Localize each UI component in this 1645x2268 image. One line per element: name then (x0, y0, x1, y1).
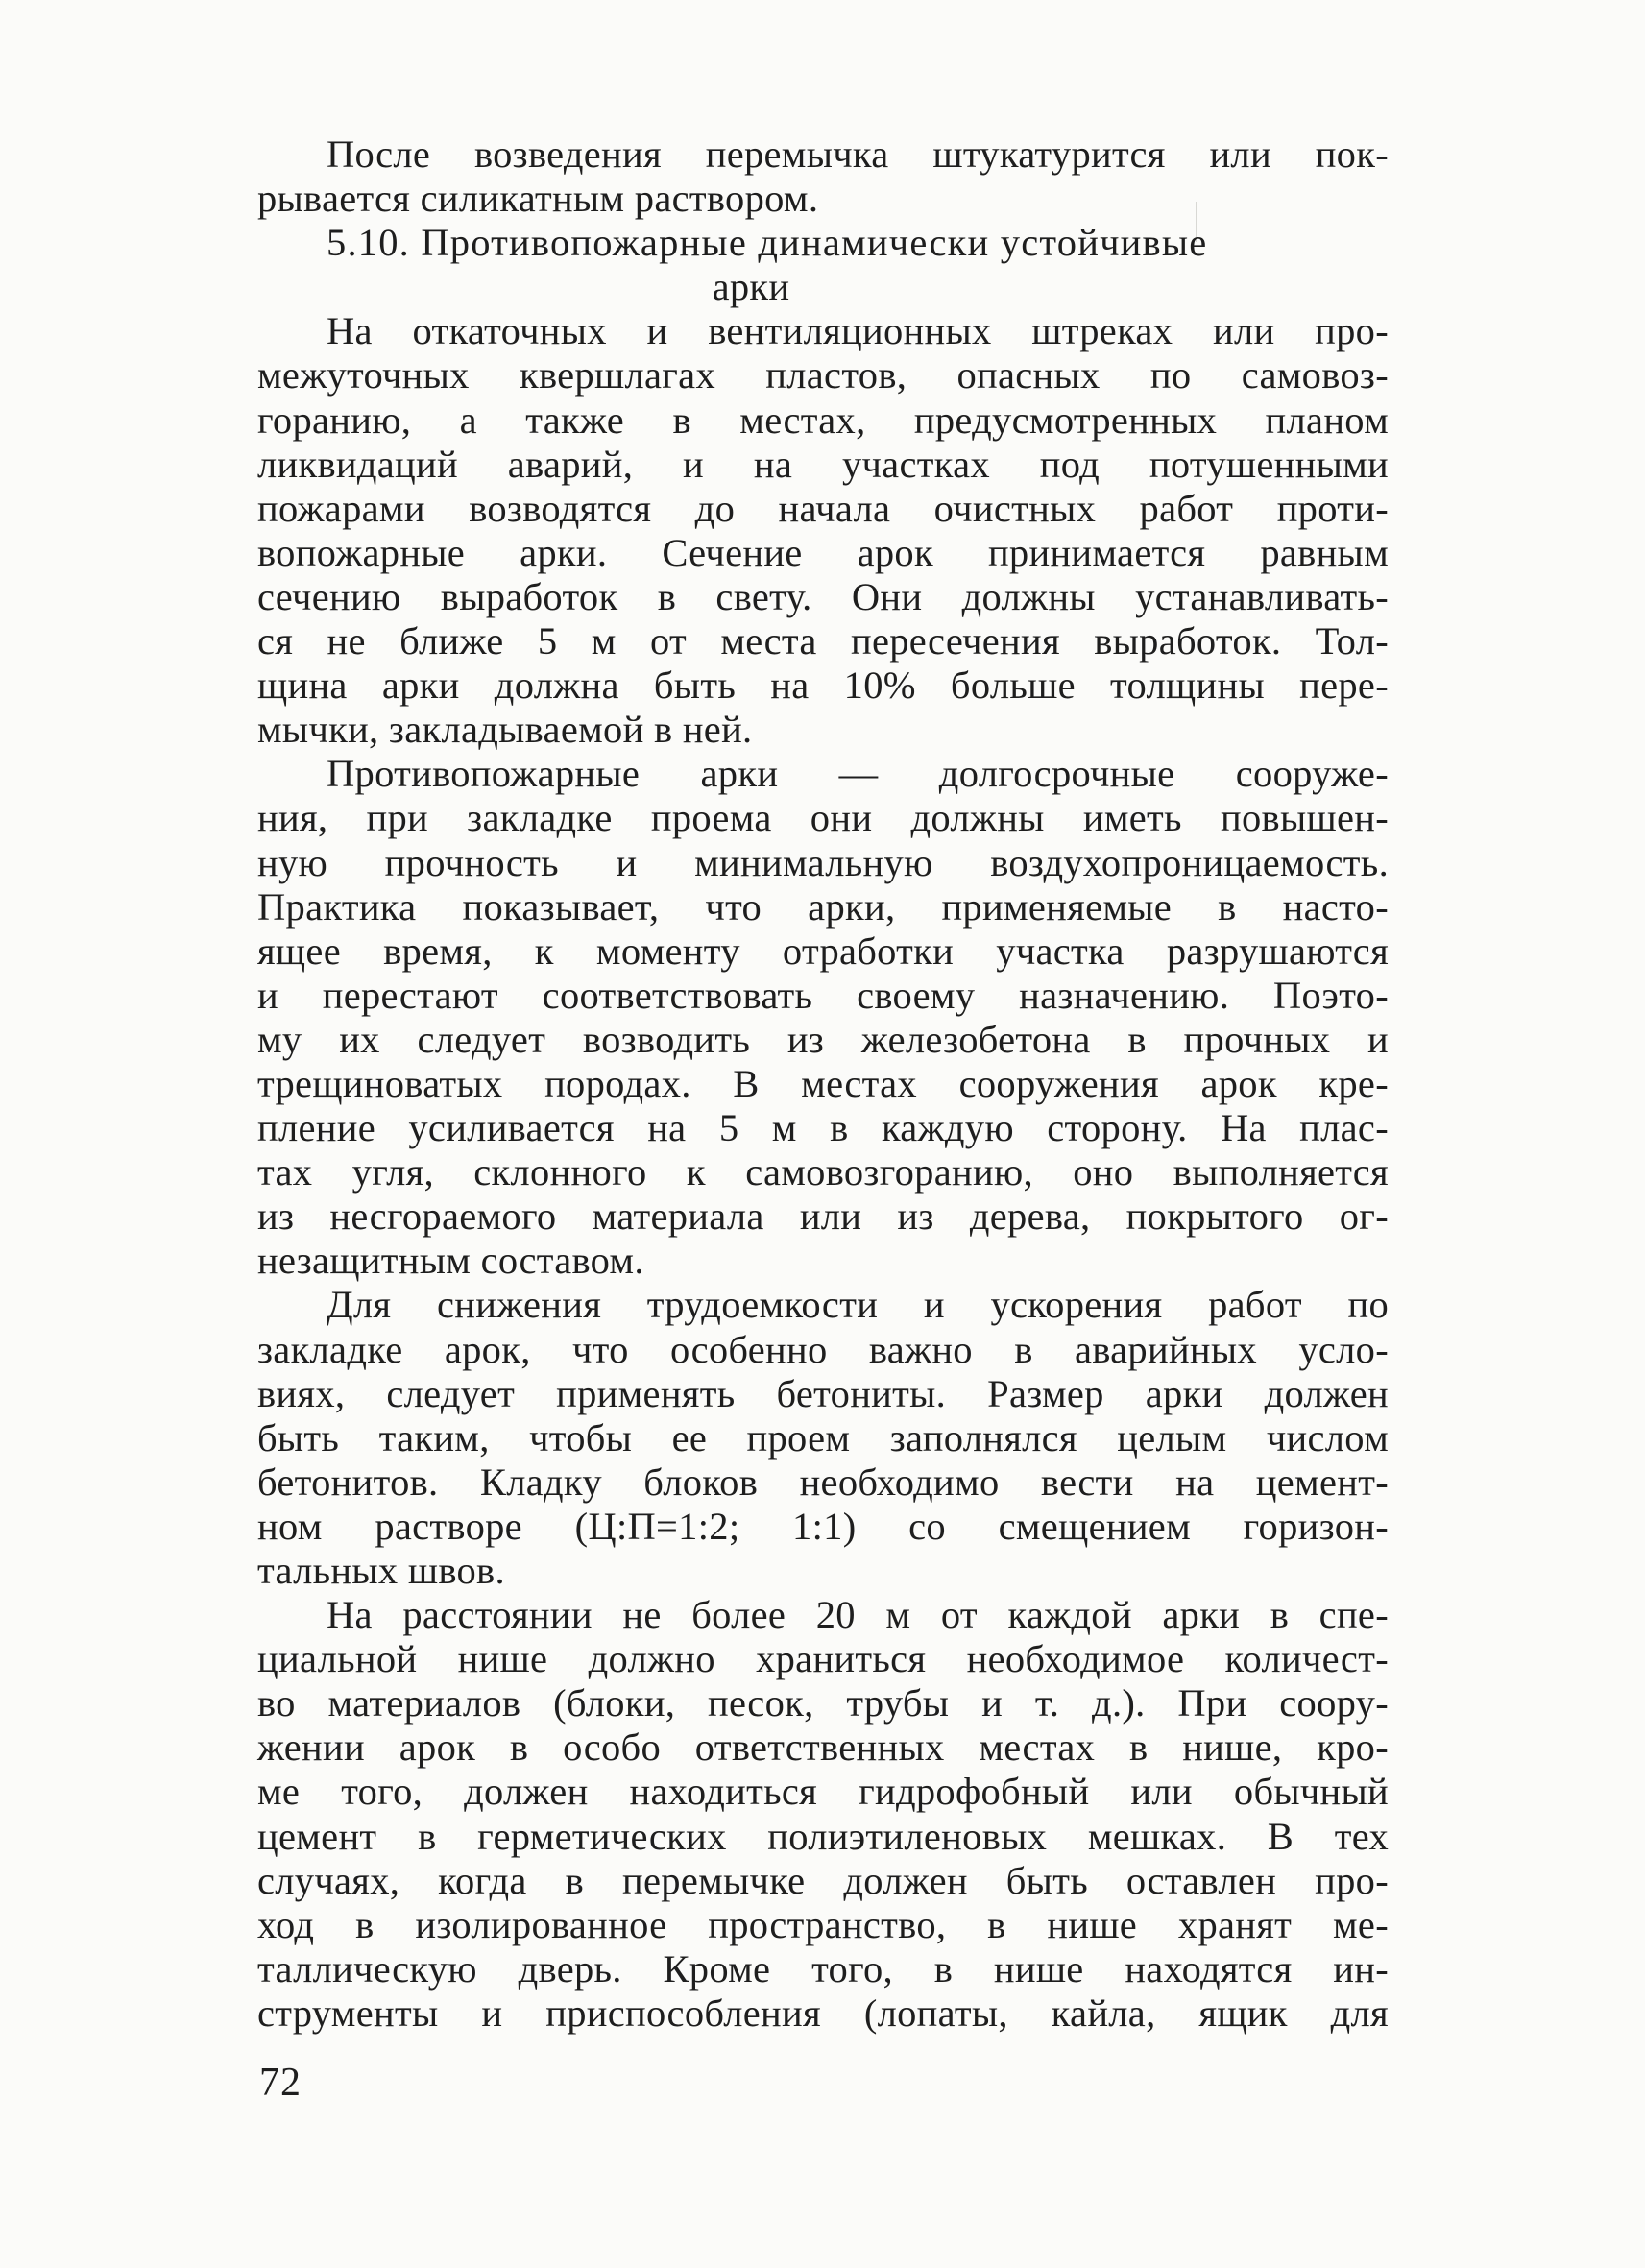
text-line: трещиноватых породах. В местах сооружения арок кре- (257, 1061, 1389, 1105)
text-line: быть таким, чтобы ее проем заполнялся целым числом (257, 1415, 1389, 1460)
text-line: и перестают соответствовать своему назначению. Поэто- (257, 973, 1389, 1017)
text-line: После возведения перемычка штукатурится или пок- (327, 133, 1389, 176)
section-heading (257, 221, 1389, 309)
paragraph-1 (257, 133, 1389, 221)
text-line: мычки, закладываемой в ней. (257, 708, 753, 752)
text-line: му их следует возводить из железобетона в прочных и (257, 1017, 1389, 1061)
text-line: ликвидаций аварий, и на участках под потушенными (257, 442, 1389, 486)
text-line: из несгораемого материала или из дерева, покрытого ог- (257, 1194, 1389, 1239)
text-line: щина арки должна быть на 10% больше толщины пере- (257, 664, 1389, 708)
text-line: ся не ближе 5 м от места пересечения выработок. Тол- (257, 619, 1389, 664)
text-line: рывается силикатным раствором. (257, 177, 819, 221)
text-line: случаях, когда в перемычке должен быть оставлен про- (257, 1858, 1389, 1902)
text-line: бетонитов. Кладку блоков необходимо вести на цемент- (257, 1460, 1389, 1504)
paragraph-2 (257, 309, 1389, 752)
text-line: ме того, должен находиться гидрофобный или обычный (257, 1770, 1389, 1814)
text-line: Практика показывает, что арки, применяемые в насто- (257, 884, 1389, 929)
text-line: цемент в герметических полиэтиленовых мешках. В тех (257, 1814, 1389, 1858)
text-line: ном растворе (Ц:П=1:2; 1:1) со смещением горизон- (257, 1504, 1389, 1548)
text-line: виях, следует применять бетониты. Размер арки должен (257, 1371, 1389, 1415)
text-line: ящее время, к моменту отработки участка разрушаются (257, 929, 1389, 973)
text-line: горанию, а также в местах, предусмотренных планом (257, 398, 1389, 442)
heading-line: 5.10. Противопожарные динамически устойчивые (327, 221, 1208, 265)
text-line: Противопожарные арки — долгосрочные сооруже- (327, 752, 1389, 796)
paragraph-5 (257, 1593, 1389, 2036)
paragraph-3 (257, 752, 1389, 1283)
text-line: закладке арок, что особенно важно в аварийных усло- (257, 1327, 1389, 1371)
text-line: сечению выработок в свету. Они должны устанавливать- (257, 574, 1389, 618)
text-line: На откаточных и вентиляционных штреках или про- (327, 309, 1389, 353)
page-number: 72 (259, 2061, 302, 2105)
text-line: межуточных квершлагах пластов, опасных по самовоз- (257, 353, 1389, 398)
text-line: жении арок в особо ответственных местах в нише, кро- (257, 1725, 1389, 1770)
text-line: На расстоянии не более 20 м от каждой арки в спе- (327, 1593, 1389, 1637)
text-line: вопожарные арки. Сечение арок принимается равным (257, 530, 1389, 574)
text-line: ную прочность и минимальную воздухопроницаемость. (257, 840, 1389, 884)
text-line: ход в изолированное пространство, в нише хранят ме- (257, 1902, 1389, 1946)
paragraph-4 (257, 1283, 1389, 1593)
text-line: ния, при закладке проема они должны иметь повышен- (257, 796, 1389, 840)
text-line: циальной нише должно храниться необходимое количест- (257, 1637, 1389, 1681)
text-line: Для снижения трудоемкости и ускорения работ по (327, 1283, 1389, 1327)
text-line: тальных швов. (257, 1549, 505, 1592)
text-line: пожарами возводятся до начала очистных работ проти- (257, 486, 1389, 530)
text-line: незащитным составом. (257, 1239, 644, 1283)
text-line: тах угля, склонного к самовозгоранию, оно выполняется (257, 1150, 1389, 1194)
text-line: таллическую дверь. Кроме того, в нише находятся ин- (257, 1946, 1389, 1991)
page-text (257, 133, 1389, 2036)
text-line: пление усиливается на 5 м в каждую сторону. На плас- (257, 1106, 1389, 1150)
heading-line: арки (712, 265, 790, 309)
text-line: струменты и приспособления (лопаты, кайла, ящик для (257, 1991, 1389, 2035)
text-line: во материалов (блоки, песок, трубы и т. д.). При соору- (257, 1681, 1389, 1725)
